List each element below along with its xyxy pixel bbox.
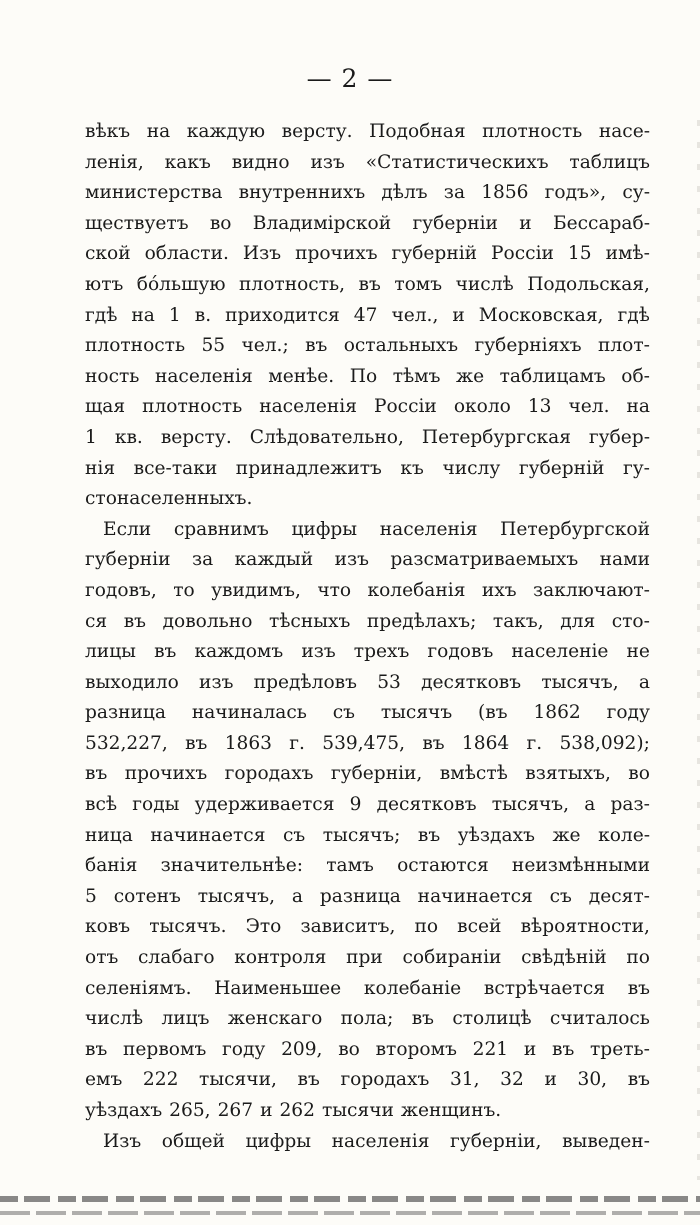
word: выходило (85, 671, 179, 693)
word: тысячъ, (491, 794, 570, 816)
word: тысячъ. (149, 916, 227, 938)
text-line (85, 759, 650, 790)
word: взятыхъ, (525, 763, 611, 785)
word: (въ (478, 702, 508, 724)
word: внутреннихъ (238, 182, 366, 204)
word: удерживается (194, 794, 335, 816)
word: Если (103, 518, 152, 540)
word: зависитъ, (300, 916, 396, 938)
word: съ (282, 824, 306, 846)
word: ковъ (85, 916, 131, 938)
word: и (519, 212, 532, 234)
word: ница (85, 824, 133, 846)
text-line (85, 331, 650, 362)
word: заключают- (532, 579, 650, 601)
word: области. (144, 243, 229, 265)
word: ность (85, 365, 140, 387)
word: десятковъ (421, 671, 522, 693)
word: населенія (259, 396, 357, 418)
word: женщинъ. (400, 1100, 502, 1121)
word: принадлежитъ (235, 457, 382, 479)
word: въ (85, 763, 108, 785)
word: предѣлахъ; (366, 610, 477, 632)
word: 538,092); (559, 732, 650, 754)
text-line (85, 301, 650, 332)
word: об- (621, 365, 650, 387)
word: версту. (160, 426, 232, 448)
word: министерства (85, 182, 223, 204)
word: женскаго (227, 1008, 323, 1030)
word: тѣмъ (392, 365, 441, 387)
text-line (85, 209, 650, 240)
word: при (346, 947, 383, 969)
word: начиналась (191, 702, 307, 724)
word: въ (358, 273, 381, 295)
word: числу (442, 457, 501, 479)
word: во (338, 1038, 360, 1060)
word: Наименьшее (214, 977, 342, 999)
word: ществуетъ (85, 212, 189, 234)
word: населенія (379, 518, 478, 540)
word: губерній (391, 243, 478, 265)
word: городахъ (340, 1069, 430, 1091)
word: городахъ (224, 763, 314, 785)
text-line (85, 1035, 650, 1066)
word: тысячъ, (197, 885, 275, 907)
word: годы (132, 794, 180, 816)
word: ской (85, 243, 131, 265)
word: губерніи, (450, 1130, 542, 1152)
word: и (452, 304, 465, 326)
word: селеніямъ. (85, 977, 192, 999)
word: каждый (234, 549, 314, 571)
word: 265, (169, 1100, 211, 1121)
word: а (584, 794, 596, 816)
text-line (85, 1004, 650, 1035)
word: тысячъ, (541, 671, 619, 693)
word: нія (85, 457, 116, 479)
word: изъ (310, 151, 345, 173)
word: числѣ (85, 1008, 144, 1030)
word: лицъ (161, 1008, 210, 1030)
word: для (560, 610, 596, 632)
word: тысячъ (380, 702, 453, 724)
word: около (453, 396, 511, 418)
word: году (222, 1038, 266, 1060)
word: свѣдѣній (521, 947, 607, 969)
word: вѣкъ (85, 121, 131, 142)
word: 1856 (481, 182, 529, 204)
word: не (626, 641, 650, 663)
word: отъ (85, 947, 119, 969)
word: населенія (154, 365, 253, 387)
word: каждомъ (194, 641, 284, 663)
word: тѣсныхъ (268, 610, 351, 632)
word: предѣловъ (253, 671, 357, 693)
word: значительнѣе: (160, 855, 303, 877)
word: чел.; (241, 335, 289, 357)
word: а (291, 885, 303, 907)
word: 532,227, (85, 732, 168, 754)
word: трехъ (353, 641, 410, 663)
word: въ (411, 1008, 434, 1030)
word: населеніе (511, 641, 609, 663)
word: довольно (162, 610, 253, 632)
word: контроля (234, 947, 327, 969)
word: второмъ (375, 1038, 457, 1060)
word: 1 (85, 426, 97, 448)
word: цифры (291, 518, 358, 540)
word: дѣлъ (381, 182, 428, 204)
word: въ (627, 977, 650, 999)
word: кв. (114, 426, 143, 448)
word: году (606, 702, 650, 724)
word: первомъ (123, 1038, 207, 1060)
word: губер- (588, 426, 650, 448)
text-line (85, 423, 650, 454)
word: Изъ (242, 243, 282, 265)
word: 221 (472, 1038, 509, 1060)
word: по (414, 916, 439, 938)
word: Подобная (369, 121, 466, 142)
word: начинается (150, 824, 266, 846)
text-line (85, 117, 650, 148)
text-line (85, 974, 650, 1005)
text-line (85, 821, 650, 852)
word: тысячъ; (322, 824, 401, 846)
word: губерніи (412, 212, 498, 234)
word: «Статистическихъ (365, 151, 549, 173)
word: слабаго (138, 947, 215, 969)
word: 32 (500, 1069, 524, 1091)
word: Слѣдовательно, (249, 426, 404, 448)
word: 31, (449, 1069, 480, 1091)
word: ихъ (481, 579, 517, 601)
word: ленія, (85, 151, 144, 173)
word: въ (297, 1069, 320, 1091)
word: годовъ (427, 641, 494, 663)
word: 262 (279, 1100, 315, 1121)
word: въ (154, 641, 177, 663)
word: щая (85, 396, 126, 418)
word: г. (526, 732, 543, 754)
word: гдѣ (617, 304, 650, 326)
word: 47 (353, 304, 378, 326)
word: въ (417, 824, 441, 846)
text-line (85, 545, 650, 576)
word: колебаніе (363, 977, 462, 999)
word: за (443, 182, 466, 204)
word: банія (85, 855, 138, 877)
text-line (85, 637, 650, 668)
word: и (523, 1038, 537, 1060)
word: бóльшую (136, 273, 226, 295)
word: 209, (281, 1038, 323, 1060)
word: нами (599, 549, 650, 571)
word: стонаселенныхъ. (85, 488, 253, 510)
word: прочихъ (295, 243, 378, 265)
word: су- (622, 182, 650, 204)
text-line (85, 454, 650, 485)
text-line (85, 362, 650, 393)
word: и (544, 1069, 557, 1091)
word: коле- (598, 824, 650, 846)
word: такъ, (492, 610, 544, 632)
word: тысячи (321, 1100, 394, 1121)
word: сто- (611, 610, 650, 632)
word: тамъ (326, 855, 374, 877)
word: въ (551, 1038, 575, 1060)
word: раз- (610, 794, 650, 816)
text-line (85, 1096, 650, 1127)
word: изъ (199, 671, 234, 693)
word: имѣ- (605, 243, 650, 265)
word: изъ (334, 549, 369, 571)
word: 5 (85, 885, 97, 907)
word: съ (549, 885, 572, 907)
word: 539,475, (322, 732, 406, 754)
text-line (85, 943, 650, 974)
word: на (626, 396, 650, 418)
word: Россіи (491, 243, 554, 265)
word: годъ», (544, 182, 607, 204)
word: Петербургская (421, 426, 571, 448)
word: въ (422, 732, 445, 754)
word: уѣздахъ (85, 1100, 163, 1121)
word: колебанія (367, 579, 466, 601)
word: десят- (588, 885, 650, 907)
word: плот- (597, 335, 650, 357)
word: уѣздахъ (457, 824, 535, 846)
word: цифры (245, 1130, 312, 1152)
word: приходится (225, 304, 340, 326)
word: что (317, 579, 352, 601)
word: губерніи, (330, 763, 423, 785)
word: Россіи (373, 396, 437, 418)
word: плотность (482, 121, 583, 142)
word: во (628, 763, 650, 785)
word: въ (627, 1069, 650, 1091)
word: вѣроятности, (520, 916, 650, 938)
text-line (85, 1127, 650, 1158)
word: съ (332, 702, 355, 724)
word: то (173, 579, 195, 601)
word: видно (231, 151, 290, 173)
word: каждую (186, 121, 266, 142)
word: плотность (142, 396, 243, 418)
word: изъ (301, 641, 336, 663)
word: губерній (518, 457, 605, 479)
text-line (85, 729, 650, 760)
text-line (85, 484, 650, 515)
word: чел., (391, 304, 439, 326)
word: ютъ (85, 273, 124, 295)
word: Бессараб- (552, 212, 650, 234)
word: версту. (281, 121, 353, 142)
word: начинается (417, 885, 533, 907)
word: томъ (394, 273, 443, 295)
word: таблицъ (569, 151, 650, 173)
word: 9 (349, 794, 362, 816)
word: ся (85, 610, 108, 632)
text-line (85, 790, 650, 821)
word: въ (85, 1038, 108, 1060)
word: сравнимъ (173, 518, 269, 540)
word: выведен- (562, 1130, 650, 1152)
word: разница (85, 702, 166, 724)
word: и (260, 1100, 273, 1121)
word: разница (319, 885, 401, 907)
text-line (85, 148, 650, 179)
word: 55 (201, 335, 226, 357)
word: 53 (377, 671, 401, 693)
word: таблицамъ (499, 365, 606, 387)
word: въ (185, 732, 208, 754)
word: 1 (168, 304, 181, 326)
word: сотенъ (113, 885, 181, 907)
word: десятковъ (376, 794, 477, 816)
word: годовъ, (85, 579, 157, 601)
word: тысячи, (199, 1069, 277, 1091)
word: увидимъ, (211, 579, 301, 601)
text-line (85, 607, 650, 638)
word: по (626, 947, 650, 969)
word: в. (194, 304, 212, 326)
word: все-таки (133, 457, 218, 479)
word: 1863 (224, 732, 273, 754)
word: собираніи (402, 947, 502, 969)
word: же (456, 365, 485, 387)
word: остаются (397, 855, 489, 877)
word: насе- (598, 121, 650, 142)
page-number: — 2 — (306, 64, 394, 93)
word: пола; (340, 1008, 394, 1030)
word: губерніяхъ (474, 335, 582, 357)
word: общей (161, 1130, 225, 1152)
word: треть- (590, 1038, 650, 1060)
text-line (85, 698, 650, 729)
word: во (209, 212, 232, 234)
word: гу- (622, 457, 650, 479)
word: къ (400, 457, 424, 479)
word: 30, (577, 1069, 608, 1091)
word: 1862 (533, 702, 581, 724)
text-line (85, 576, 650, 607)
word: всей (457, 916, 502, 938)
word: Подольская, (527, 273, 650, 295)
word: плотность, (239, 273, 346, 295)
word: Петербургской (500, 518, 650, 540)
word: Московская, (478, 304, 604, 326)
word: остальныхъ (343, 335, 459, 357)
text-line (85, 851, 650, 882)
word: разсматриваемыхъ (390, 549, 579, 571)
word: менѣе. (268, 365, 335, 387)
text-line (85, 178, 650, 209)
word: всѣ (85, 794, 118, 816)
word: чел. (568, 396, 610, 418)
word: лицы (85, 641, 136, 663)
word: неизмѣнными (511, 855, 650, 877)
scan-bottom-artifact-2 (0, 1211, 700, 1215)
word: на (146, 121, 171, 142)
word: емъ (85, 1069, 123, 1091)
word: какъ (164, 151, 211, 173)
word: столицѣ (452, 1008, 532, 1030)
word: Изъ (103, 1130, 142, 1152)
word: вмѣстѣ (439, 763, 508, 785)
scan-bottom-artifact (0, 1196, 700, 1202)
word: на (131, 304, 155, 326)
word: 13 (527, 396, 552, 418)
word: за (191, 549, 214, 571)
word: числѣ (455, 273, 514, 295)
word: 1864 (461, 732, 510, 754)
text-line (85, 239, 650, 270)
word: считалось (549, 1008, 650, 1030)
word: населенія (331, 1130, 430, 1152)
word: губерніи (85, 549, 171, 571)
word: плотность (85, 335, 186, 357)
word: 15 (567, 243, 592, 265)
word: встрѣчается (483, 977, 605, 999)
word: прочихъ (124, 763, 208, 785)
word: По (349, 365, 378, 387)
text-line (85, 515, 650, 546)
text-line (85, 392, 650, 423)
text-line (85, 882, 650, 913)
word: въ (305, 335, 328, 357)
word: 222 (142, 1069, 179, 1091)
word: въ (123, 610, 147, 632)
body-text (85, 117, 650, 1157)
text-line (85, 270, 650, 301)
word: 267 (217, 1100, 254, 1121)
word: же (552, 824, 581, 846)
word: г. (289, 732, 305, 754)
word: а (638, 671, 650, 693)
text-line (85, 1065, 650, 1096)
word: Это (245, 916, 282, 938)
word: гдѣ (85, 304, 118, 326)
text-line (85, 912, 650, 943)
text-line (85, 668, 650, 699)
word: Владимірской (252, 212, 392, 234)
